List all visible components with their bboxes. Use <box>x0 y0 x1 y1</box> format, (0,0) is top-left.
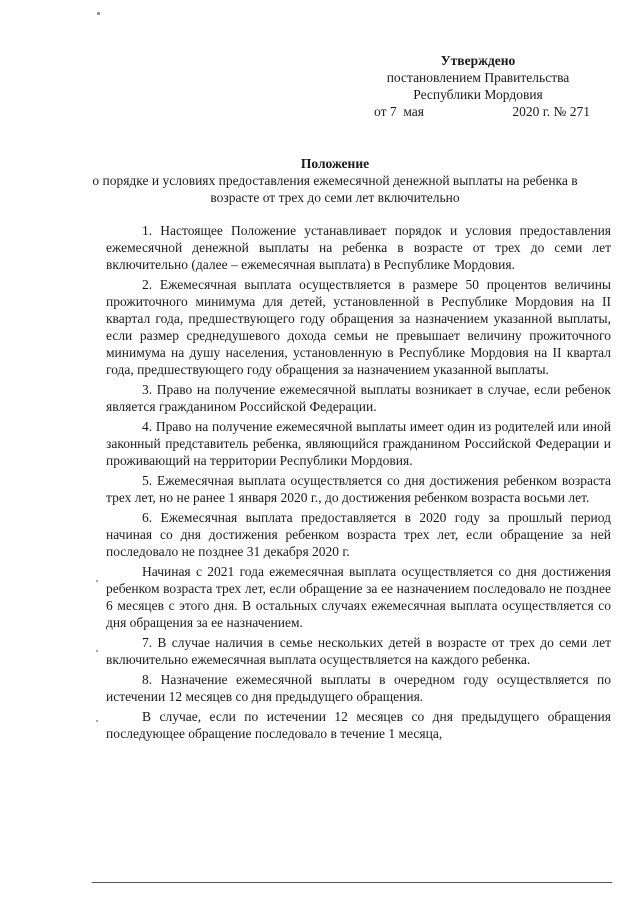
paragraph-6: 6. Ежемесячная выплата предоставляется в 2020 году за прошлый период начиная со дня достижения ребенком возраста трех лет, если обращение за ней последовало не позднее 31 декабря 2020 г. <box>106 510 611 559</box>
document-number: 271 <box>569 104 590 119</box>
title-block <box>80 155 590 206</box>
date-month: мая <box>403 104 425 119</box>
paragraph-2: 2. Ежемесячная выплата осуществляется в размере 50 процентов величины прожиточного минимума для детей, установленной в Республике Мордовия на II квартал года, предшествующего году обращения за назначением указанной выплаты, если размер среднедушевого дохода семьи не превышает величину прожиточного минимума на душу населения, установленную в Республике Мордовия на II квартал года, предшествующего году обращения за назначением указанной выплаты. <box>106 277 611 377</box>
paragraph-3: 3. Право на получение ежемесячной выплаты возникает в случае, если ребенок является гражданином Российской Федерации. <box>106 382 611 414</box>
scan-dot <box>96 720 98 722</box>
paragraph-5: 5. Ежемесячная выплата осуществляется со дня достижения ребенком возраста трех лет, но не ранее 1 января 2020 г., до достижения ребенком возраста восьми лет. <box>106 473 611 505</box>
scan-dot <box>96 650 98 652</box>
paragraph-8-continued: В случае, если по истечении 12 месяцев со дня предыдущего обращения последующее обращение последовало в течение 1 месяца, <box>106 709 611 741</box>
approval-line-1: постановлением Правительства <box>386 70 570 85</box>
page-bottom-rule <box>92 882 612 883</box>
paragraph-7: 7. В случае наличия в семье нескольких детей в возрасте от трех до семи лет включительно ежемесячная выплата осуществляется на каждого ребенка. <box>106 635 611 667</box>
paragraph-4: 4. Право на получение ежемесячной выплаты имеет один из родителей или иной законный представитель ребенка, являющийся гражданином Российской Федерации и проживающий на территории Республики Мордовия. <box>106 419 611 468</box>
approval-line-2: Республики Мордовия <box>413 87 543 102</box>
paragraph-1: 1. Настоящее Положение устанавливает порядок и условия предоставления ежемесячной денежной выплаты на ребенка в возрасте от трех до семи лет включительно (далее – ежемесячная выплата) в Республике Мордовия. <box>106 223 611 272</box>
document-title: Положение <box>300 156 370 171</box>
date-prefix: от 7 <box>374 104 397 119</box>
document-body <box>106 222 611 745</box>
approval-date-row <box>358 103 598 120</box>
approval-block <box>358 52 598 120</box>
paragraph-6-continued: Начиная с 2021 года ежемесячная выплата осуществляется со дня достижения ребенком возраста трех лет, если обращение за ее назначением последовало не позднее 6 месяцев с этого дня. В остальных случаях ежемесячная выплата осуществляется со дня обращения за ее назначением. <box>106 564 611 630</box>
date-year: 2020 г. № <box>512 104 567 119</box>
scan-mark <box>97 12 100 15</box>
approved-label: Утверждено <box>440 53 516 68</box>
document-subtitle: о порядке и условиях предоставления ежемесячной денежной выплаты на ребенка в возрасте от трех до семи лет включительно <box>92 173 578 205</box>
paragraph-8: 8. Назначение ежемесячной выплаты в очередном году осуществляется по истечении 12 месяцев со дня предыдущего обращения. <box>106 672 611 704</box>
scan-dot <box>96 580 98 582</box>
